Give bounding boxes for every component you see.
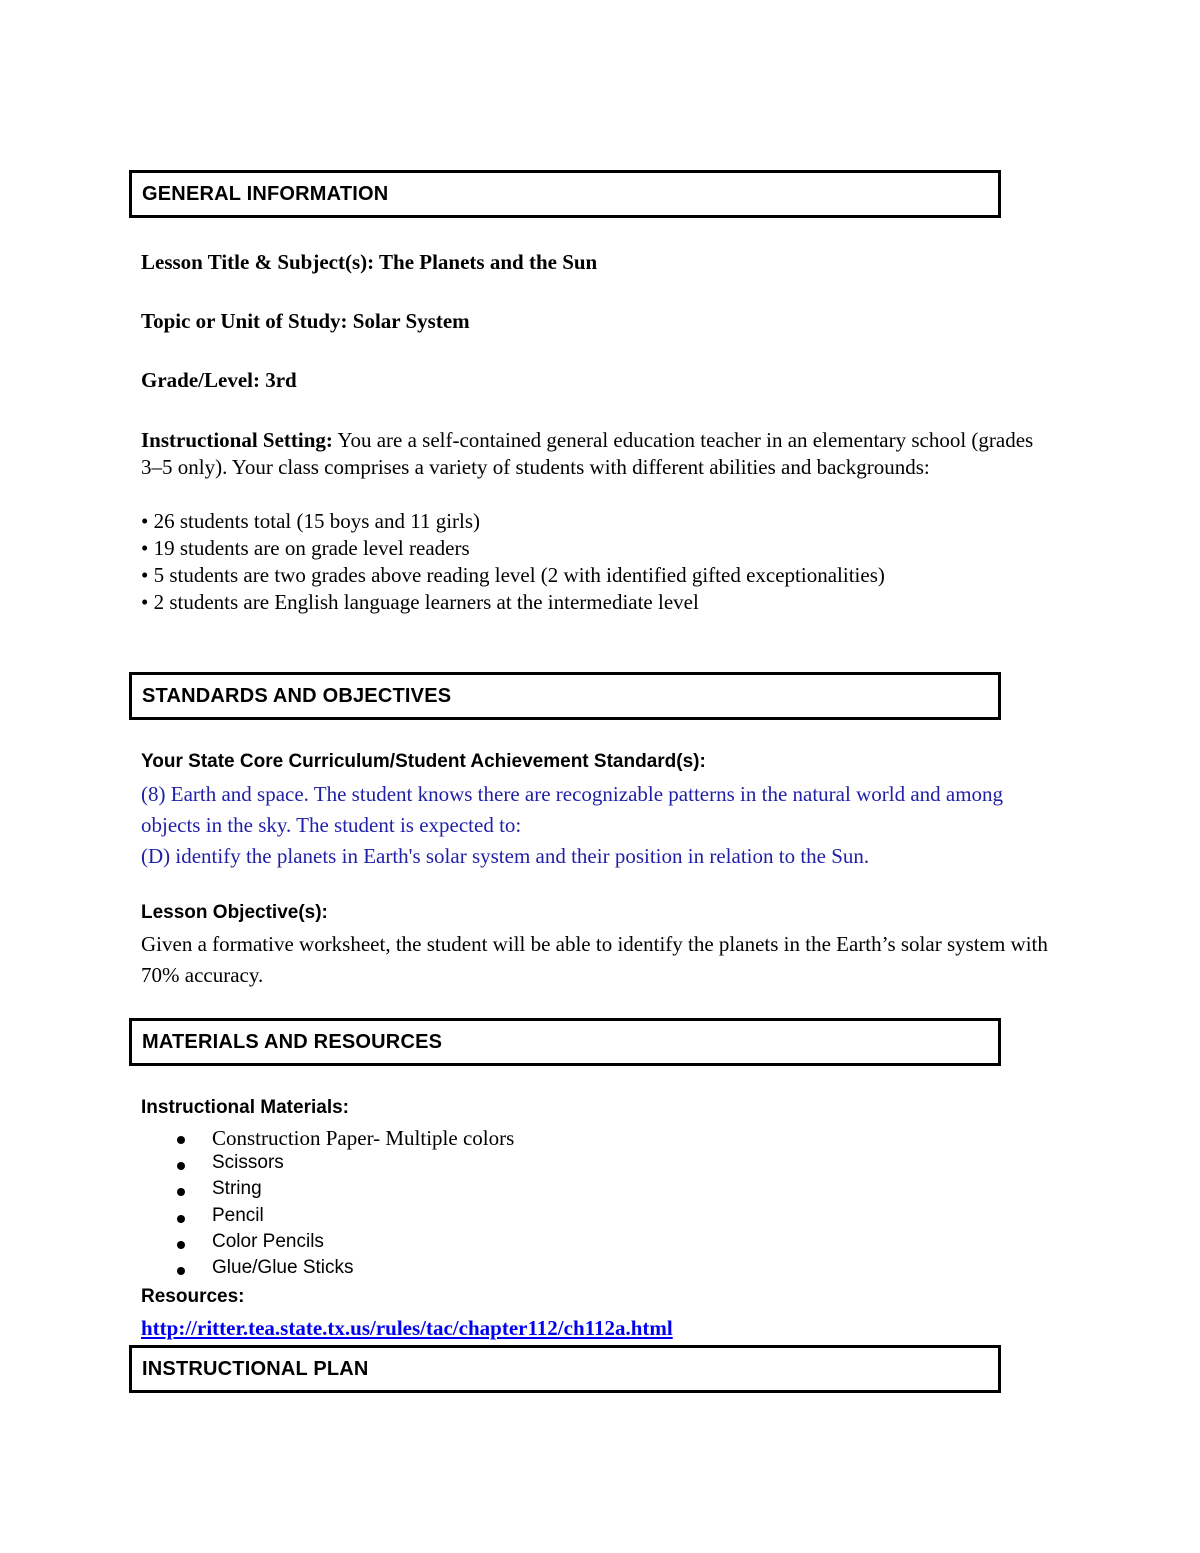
list-item — [141, 1126, 514, 1152]
grade-level: Grade/Level: 3rd — [141, 368, 297, 392]
material-label: Color Pencils — [212, 1230, 324, 1252]
section-title: INSTRUCTIONAL PLAN — [142, 1358, 369, 1380]
section-header-plan — [129, 1345, 1001, 1393]
section-header-general — [129, 170, 1001, 218]
bullet-icon — [177, 1215, 185, 1223]
list-item — [141, 1178, 514, 1204]
student-bullet: • 26 students total (15 boys and 11 girls) — [141, 509, 481, 533]
bullet-icon — [177, 1188, 185, 1196]
list-item — [141, 1205, 514, 1231]
setting-text: You are a self-contained general education teacher in an elementary school (grades 3–5 only). Your class comprises a variety of students with different abilities and backgrounds: — [141, 428, 1034, 479]
bullet-icon — [177, 1136, 185, 1144]
materials-heading: Instructional Materials: — [141, 1097, 349, 1118]
objective-text: Given a formative worksheet, the student will be able to identify the planets in the Earth’s solar system with 70% accuracy. — [141, 932, 1048, 987]
bullet-icon — [177, 1267, 185, 1275]
material-label: Glue/Glue Sticks — [212, 1256, 354, 1278]
materials-list — [141, 1126, 514, 1283]
resource-link-line — [141, 1316, 673, 1341]
student-bullets — [141, 508, 1051, 616]
resources-heading: Resources: — [141, 1286, 245, 1307]
standard-paragraph: (8) Earth and space. The student knows there are recognizable patterns in the natural world and among objects in the sky. The student is expected to: — [141, 782, 1004, 837]
standard-paragraph: (D) identify the planets in Earth's solar system and their position in relation to the Sun. — [141, 844, 870, 868]
section-title: GENERAL INFORMATION — [142, 183, 389, 205]
student-bullet: • 5 students are two grades above reading level (2 with identified gifted exceptionalities) — [141, 563, 885, 587]
topic: Topic or Unit of Study: Solar System — [141, 309, 470, 333]
student-bullet: • 2 students are English language learners at the intermediate level — [141, 590, 699, 614]
section-title: MATERIALS AND RESOURCES — [142, 1031, 443, 1053]
setting-label: Instructional Setting: — [141, 428, 333, 452]
list-item — [141, 1152, 514, 1178]
bullet-icon — [177, 1241, 185, 1249]
standards-heading: Your State Core Curriculum/Student Achievement Standard(s): — [141, 751, 706, 772]
list-item — [141, 1257, 514, 1283]
material-label: String — [212, 1178, 262, 1200]
lesson-title: Lesson Title & Subject(s): The Planets and the Sun — [141, 250, 598, 274]
material-label: Scissors — [212, 1152, 284, 1174]
list-item — [141, 1231, 514, 1257]
objective-heading: Lesson Objective(s): — [141, 902, 328, 923]
section-title: STANDARDS AND OBJECTIVES — [142, 685, 452, 707]
material-label: Pencil — [212, 1204, 264, 1226]
bullet-icon — [177, 1162, 185, 1170]
standard-text — [141, 779, 1061, 872]
instructional-setting — [141, 427, 1051, 481]
material-label: Construction Paper- Multiple colors — [212, 1126, 515, 1150]
section-header-standards — [129, 672, 1001, 720]
resource-link[interactable]: http://ritter.tea.state.tx.us/rules/tac/chapter112/ch112a.html — [141, 1316, 673, 1340]
student-bullet: • 19 students are on grade level readers — [141, 536, 470, 560]
section-header-materials — [129, 1018, 1001, 1066]
